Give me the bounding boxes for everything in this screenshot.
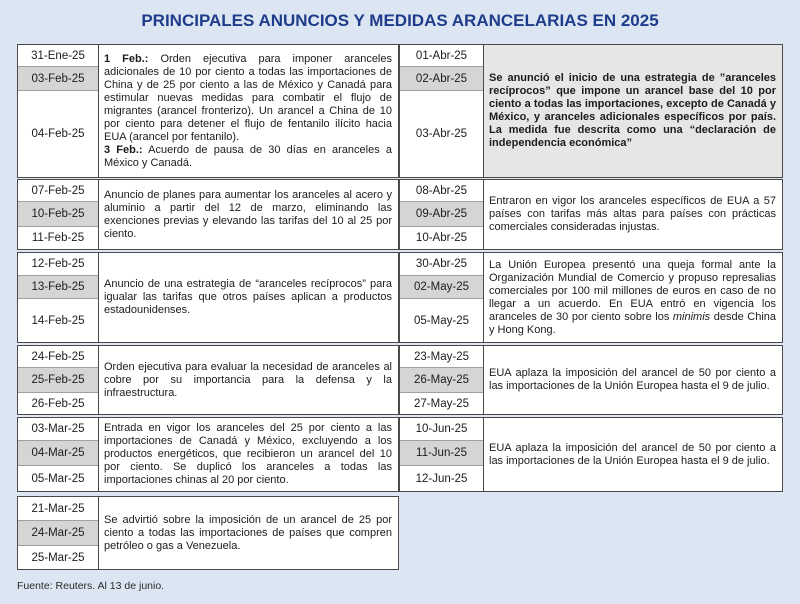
description-cell (99, 346, 398, 414)
date-cell: 07-Feb-25 (18, 180, 98, 202)
description-text (489, 259, 776, 337)
date-cell: 24-Mar-25 (18, 521, 98, 546)
description-text: Anuncio de planes para aumentar los aranceles al acero y aluminio a partir del 12 de marzo, eliminando las exenciones previas y elevando las tarifas del 10 al 25 por ciento. (104, 188, 392, 240)
date-cell: 25-Feb-25 (18, 368, 98, 393)
date-cell: 27-May-25 (400, 393, 483, 414)
entry-date-label: 1 Feb.: (104, 52, 149, 65)
left-group-4 (17, 345, 399, 415)
date-cell: 31-Ene-25 (18, 45, 98, 67)
date-cell: 11-Jun-25 (400, 441, 483, 466)
date-column (18, 253, 99, 342)
description-text: Orden ejecutiva para evaluar la necesidad de aranceles al cobre por su importancia para la defensa y la infraestructura. (104, 360, 392, 399)
date-cell: 03-Feb-25 (18, 67, 98, 91)
description-cell (99, 180, 398, 249)
date-cell: 02-Abr-25 (400, 67, 483, 91)
date-cell: 09-Abr-25 (400, 202, 483, 227)
date-column (18, 346, 99, 414)
date-cell: 03-Mar-25 (18, 418, 98, 441)
date-column (18, 45, 99, 177)
description-text: Se advirtió sobre la imposición de un arancel de 25 por ciento a todas las importaciones de países que compren petróleo o gas a Venezuela. (104, 513, 392, 552)
date-column (18, 497, 99, 569)
description-text (104, 53, 392, 170)
date-cell: 13-Feb-25 (18, 276, 98, 299)
left-group-6 (17, 496, 399, 570)
date-cell: 14-Feb-25 (18, 299, 98, 342)
description-text: EUA aplaza la imposición del arancel de 50 por ciento a las importaciones de la Unión Europea hasta el 9 de julio. (489, 367, 776, 392)
date-column (400, 346, 484, 414)
description-cell (99, 45, 398, 177)
date-column (400, 45, 484, 177)
right-group-5 (399, 417, 783, 492)
date-cell: 26-Feb-25 (18, 393, 98, 414)
date-cell: 12-Jun-25 (400, 466, 483, 491)
date-cell: 25-Mar-25 (18, 546, 98, 569)
entry-date-label: 3 Feb.: (104, 143, 143, 156)
date-cell: 04-Mar-25 (18, 441, 98, 466)
date-column (18, 418, 99, 491)
date-cell: 12-Feb-25 (18, 253, 98, 276)
date-cell: 23-May-25 (400, 346, 483, 368)
date-cell: 05-May-25 (400, 299, 483, 342)
date-cell: 03-Abr-25 (400, 91, 483, 177)
description-cell (99, 253, 398, 342)
description-text: Anuncio de una estrategia de “aranceles recíprocos” para igualar las tarifas que otros países aplican a productos estadounidenses. (104, 278, 392, 316)
description-cell (484, 253, 782, 342)
description-cell (484, 418, 782, 491)
description-cell (99, 497, 398, 569)
italic-term: minimis (672, 310, 711, 323)
date-cell: 02-May-25 (400, 276, 483, 299)
date-cell: 10-Abr-25 (400, 227, 483, 249)
left-group-2 (17, 179, 399, 250)
date-cell: 10-Jun-25 (400, 418, 483, 441)
date-cell: 21-Mar-25 (18, 497, 98, 521)
left-group-1 (17, 44, 399, 178)
description-text: Entraron en vigor los aranceles específicos de EUA a 57 países con tarifas más altas para países con prácticas comerciales consideradas injustas. (489, 195, 776, 233)
date-cell: 10-Feb-25 (18, 202, 98, 227)
page-title: PRINCIPALES ANUNCIOS Y MEDIDAS ARANCELARIAS EN 2025 (141, 11, 659, 30)
description-text: Entrada en vigor los aranceles del 25 por ciento a las importaciones de Canadá y México, excluyendo a los productos energéticos, que recibieron un arancel del 10 por ciento. Se duplicó los aranceles a todas las importaciones chinas al 20 por ciento. (104, 422, 392, 486)
date-column (400, 253, 484, 342)
description-text: Se anunció el inicio de una estrategia de ”aranceles recíprocos” que impone un arancel base del 10 por ciento a todas las importaciones, excepto de Canadá y México, y aranceles adicionales específicos por país. La medida fue descrita como una “declaración de independencia económica” (489, 72, 776, 149)
date-cell: 05-Mar-25 (18, 466, 98, 491)
right-group-2 (399, 179, 783, 250)
description-cell (99, 418, 398, 491)
date-cell: 08-Abr-25 (400, 180, 483, 202)
date-cell: 26-May-25 (400, 368, 483, 393)
description-text: EUA aplaza la imposición del arancel de 50 por ciento a las importaciones de la Unión Europea hasta el 9 de julio. (489, 441, 776, 467)
description-cell-highlighted (484, 45, 782, 177)
date-cell: 01-Abr-25 (400, 45, 483, 67)
text-segment: La Unión Europea presentó una queja formal ante la Organización Mundial de Comercio y propuso represalias comerciales por 100 mil millones de euros en caso de no llegar a un acuerdo. En EUA entró en vigencia los aranceles de 30 por ciento sobre los (489, 258, 776, 323)
description-cell (484, 346, 782, 414)
description-cell (484, 180, 782, 249)
date-cell: 11-Feb-25 (18, 227, 98, 249)
left-group-5 (17, 417, 399, 492)
right-group-1 (399, 44, 783, 178)
left-group-3 (17, 252, 399, 343)
date-cell: 30-Abr-25 (400, 253, 483, 276)
entry-text: Orden ejecutiva para imponer aranceles adicionales de 10 por ciento a todas las importaciones de China y de 25 por ciento a las de México y Canadá para estimular nuevas medidas para combatir el flujo de migrantes (arancel fronterizo). Un arancel a China de 10 por ciento para detener el flujo de fentanilo ilícito hacia EUA (arancel por fentanilo). (104, 52, 392, 143)
right-group-3 (399, 252, 783, 343)
text-segment: desde China y Hong Kong. (489, 310, 776, 336)
date-column (400, 418, 484, 491)
date-cell: 24-Feb-25 (18, 346, 98, 368)
source-note: Fuente: Reuters. Al 13 de junio. (17, 580, 165, 592)
entry-text: Acuerdo de pausa de 30 días en aranceles a México y Canadá. (104, 143, 393, 169)
date-column (18, 180, 99, 249)
date-cell: 04-Feb-25 (18, 91, 98, 177)
date-column (400, 180, 484, 249)
right-group-4 (399, 345, 783, 415)
